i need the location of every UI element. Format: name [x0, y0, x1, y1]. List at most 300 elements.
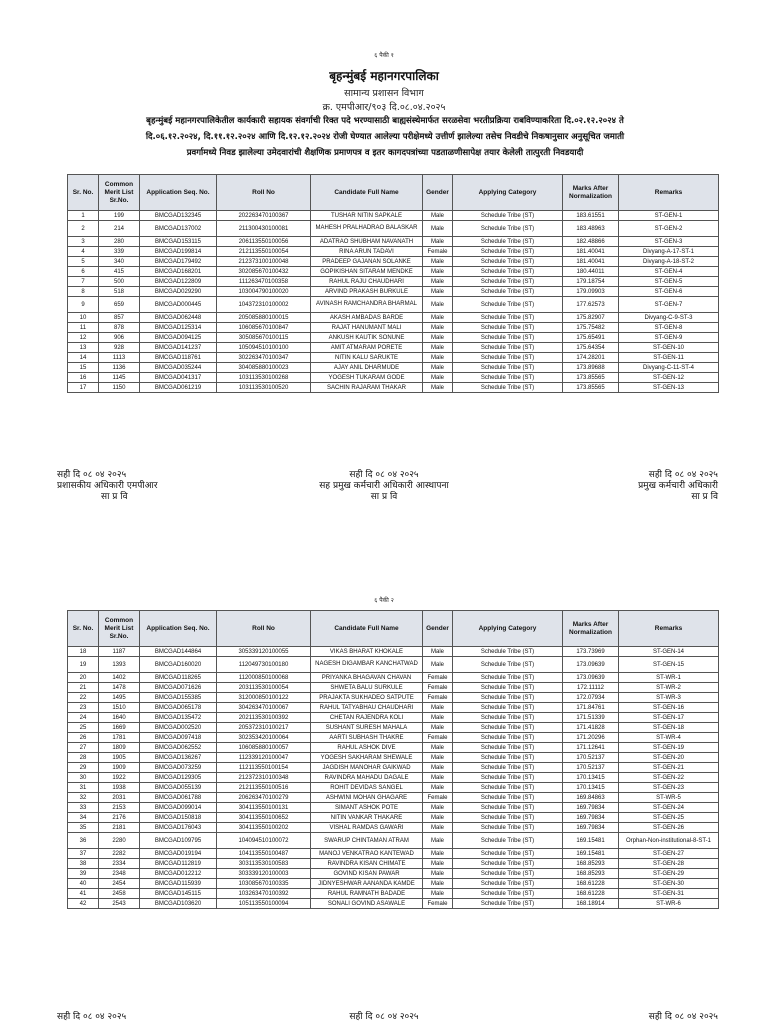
cell-gender: Male [423, 313, 453, 323]
cell-candidate-name: RAHUL RAJU CHAUDHARI [311, 277, 423, 287]
cell-merit-list-sr-no: 857 [99, 313, 140, 323]
cell-roll-no: 203113530100054 [217, 683, 311, 693]
cell-applying-category: Schedule Tribe (ST) [453, 723, 563, 733]
cell-sr-no: 14 [68, 353, 99, 363]
cell-marks: 168.85293 [563, 869, 619, 879]
cell-marks: 175.75482 [563, 323, 619, 333]
cell-applying-category: Schedule Tribe (ST) [453, 703, 563, 713]
cell-applying-category: Schedule Tribe (ST) [453, 773, 563, 783]
reference-number: क्र. एमपीआर/९०३ दि.०८.०४.२०२५ [322, 102, 446, 113]
cell-applying-category: Schedule Tribe (ST) [453, 869, 563, 879]
table-row [68, 237, 719, 247]
cell-gender: Male [423, 221, 453, 237]
cell-marks: 179.18754 [563, 277, 619, 287]
cell-roll-no: 103004790100020 [217, 287, 311, 297]
cell-roll-no: 305085670100115 [217, 333, 311, 343]
table-row [68, 733, 719, 743]
cell-remarks: ST-GEN-18 [619, 723, 719, 733]
cell-candidate-name: RAVINDRA KISAN CHIMATE [311, 859, 423, 869]
cell-gender: Male [423, 373, 453, 383]
cell-marks: 173.85565 [563, 373, 619, 383]
cell-remarks: ST-GEN-9 [619, 333, 719, 343]
cell-marks: 171.12641 [563, 743, 619, 753]
signature-center [264, 470, 504, 503]
cell-roll-no: 212113550100516 [217, 783, 311, 793]
cell-merit-list-sr-no: 1495 [99, 693, 140, 703]
cell-application-seq-no: BMCGAD199814 [140, 247, 217, 257]
cell-candidate-name: RINA ARUN TADAVI [311, 247, 423, 257]
cell-candidate-name: SWARUP CHINTAMAN ATRAM [311, 833, 423, 849]
table-row [68, 277, 719, 287]
cell-remarks: ST-GEN-21 [619, 763, 719, 773]
cell-gender: Male [423, 267, 453, 277]
cell-roll-no: 312000850100122 [217, 693, 311, 703]
cell-roll-no: 302263470100347 [217, 353, 311, 363]
cell-marks: 170.52137 [563, 763, 619, 773]
table-row [68, 793, 719, 803]
cell-remarks: ST-GEN-29 [619, 869, 719, 879]
cell-applying-category: Schedule Tribe (ST) [453, 363, 563, 373]
cell-remarks: Divyang-C-9-ST-3 [619, 313, 719, 323]
cell-applying-category: Schedule Tribe (ST) [453, 383, 563, 393]
cell-application-seq-no: BMCGAD103620 [140, 899, 217, 909]
cell-gender: Male [423, 723, 453, 733]
table-row [68, 763, 719, 773]
cell-gender: Male [423, 823, 453, 833]
cell-sr-no: 37 [68, 849, 99, 859]
cell-remarks: ST-GEN-25 [619, 813, 719, 823]
cell-sr-no: 17 [68, 383, 99, 393]
cell-merit-list-sr-no: 1809 [99, 743, 140, 753]
cell-remarks: ST-GEN-6 [619, 287, 719, 297]
cell-application-seq-no: BMCGAD012212 [140, 869, 217, 879]
cell-applying-category: Schedule Tribe (ST) [453, 373, 563, 383]
cell-roll-no: 103085670100335 [217, 879, 311, 889]
table-row [68, 879, 719, 889]
table-row [68, 323, 719, 333]
cell-sr-no: 31 [68, 783, 99, 793]
cell-marks: 168.18914 [563, 899, 619, 909]
cell-gender: Male [423, 363, 453, 373]
cell-marks: 173.73969 [563, 647, 619, 657]
cell-gender: Male [423, 657, 453, 673]
cell-roll-no: 305339120100055 [217, 647, 311, 657]
cell-merit-list-sr-no: 2543 [99, 899, 140, 909]
cell-marks: 171.20296 [563, 733, 619, 743]
cell-sr-no: 3 [68, 237, 99, 247]
cell-roll-no: 205085880100015 [217, 313, 311, 323]
cell-application-seq-no: BMCGAD135472 [140, 713, 217, 723]
cell-marks: 169.79834 [563, 823, 619, 833]
cell-remarks: ST-WR-6 [619, 899, 719, 909]
cell-candidate-name: SUSHANT SURESH MAHALA [311, 723, 423, 733]
signature-line: सही दि ०८ ०४ २०२५ [648, 470, 718, 480]
signature-center: सही दि ०८ ०४ २०२५ [349, 1012, 419, 1022]
cell-application-seq-no: BMCGAD112819 [140, 859, 217, 869]
cell-sr-no: 40 [68, 879, 99, 889]
cell-application-seq-no: BMCGAD132345 [140, 211, 217, 221]
cell-gender: Male [423, 383, 453, 393]
table-row [68, 849, 719, 859]
cell-merit-list-sr-no: 518 [99, 287, 140, 297]
cell-candidate-name: SIMANT ASHOK POTE [311, 803, 423, 813]
table-row [68, 859, 719, 869]
cell-sr-no: 42 [68, 899, 99, 909]
cell-candidate-name: MAHESH PRALHADRAO BALASKAR [311, 221, 423, 237]
cell-application-seq-no: BMCGAD118265 [140, 673, 217, 683]
table-row [68, 221, 719, 237]
cell-gender: Male [423, 287, 453, 297]
column-header-application-seq-no: Application Seq. No. [140, 175, 217, 211]
table-row [68, 683, 719, 693]
cell-candidate-name: JIDNYESHWAR AANANDA KAMDE [311, 879, 423, 889]
column-header-gender: Gender [423, 175, 453, 211]
cell-remarks: Divyang-A-18-ST-2 [619, 257, 719, 267]
cell-remarks: ST-GEN-16 [619, 703, 719, 713]
cell-applying-category: Schedule Tribe (ST) [453, 793, 563, 803]
cell-sr-no: 20 [68, 673, 99, 683]
cell-sr-no: 12 [68, 333, 99, 343]
cell-remarks: ST-GEN-12 [619, 373, 719, 383]
cell-candidate-name: NITIN KALU SARUKTE [311, 353, 423, 363]
cell-candidate-name: TUSHAR NITIN SAPKALE [311, 211, 423, 221]
cell-sr-no: 29 [68, 763, 99, 773]
intro-line: दि.०६.१२.२०२४, दि.११.१२.२०२४ आणि दि.१२.१२.२०२४ रोजी घेण्यात आलेल्या परीक्षेमध्ये उत्तीर्ण झालेल्या तसेच निवडीचे निकषानुसार अनुसूचित जमाती [145, 132, 625, 142]
cell-sr-no: 10 [68, 313, 99, 323]
cell-gender: Female [423, 793, 453, 803]
cell-candidate-name: PRIYANKA BHAGAVAN CHAVAN [311, 673, 423, 683]
cell-application-seq-no: BMCGAD129305 [140, 773, 217, 783]
cell-remarks: ST-GEN-4 [619, 267, 719, 277]
column-header-candidate-name: Candidate Full Name [311, 175, 423, 211]
cell-application-seq-no: BMCGAD176043 [140, 823, 217, 833]
signature-line: प्रमुख कर्मचारी अधिकारी [638, 481, 718, 491]
table-row [68, 383, 719, 393]
cell-roll-no: 211300430100081 [217, 221, 311, 237]
cell-roll-no: 105094510100100 [217, 343, 311, 353]
cell-candidate-name: ARVIND PRAKASH BURKULE [311, 287, 423, 297]
cell-merit-list-sr-no: 2031 [99, 793, 140, 803]
cell-remarks: ST-GEN-5 [619, 277, 719, 287]
cell-merit-list-sr-no: 280 [99, 237, 140, 247]
cell-sr-no: 7 [68, 277, 99, 287]
cell-gender: Male [423, 849, 453, 859]
cell-application-seq-no: BMCGAD137002 [140, 221, 217, 237]
cell-gender: Male [423, 703, 453, 713]
cell-marks: 172.07934 [563, 693, 619, 703]
cell-merit-list-sr-no: 1922 [99, 773, 140, 783]
cell-marks: 173.85565 [563, 383, 619, 393]
cell-roll-no: 112000850100068 [217, 673, 311, 683]
cell-candidate-name: SONALI GOVIND ASAWALE [311, 899, 423, 909]
cell-merit-list-sr-no: 2181 [99, 823, 140, 833]
table-row [68, 693, 719, 703]
cell-merit-list-sr-no: 1478 [99, 683, 140, 693]
cell-marks: 169.84863 [563, 793, 619, 803]
cell-sr-no: 39 [68, 869, 99, 879]
cell-application-seq-no: BMCGAD073259 [140, 763, 217, 773]
cell-sr-no: 19 [68, 657, 99, 673]
cell-sr-no: 8 [68, 287, 99, 297]
cell-roll-no: 112113550100154 [217, 763, 311, 773]
cell-applying-category: Schedule Tribe (ST) [453, 297, 563, 313]
signature-line: प्रशासकीय अधिकारी एमपीआर [57, 481, 158, 491]
table-row [68, 743, 719, 753]
signature-line: सा प्र वि [101, 492, 128, 502]
cell-merit-list-sr-no: 1781 [99, 733, 140, 743]
cell-roll-no: 112049730100180 [217, 657, 311, 673]
cell-application-seq-no: BMCGAD071626 [140, 683, 217, 693]
cell-gender: Female [423, 247, 453, 257]
table-row [68, 313, 719, 323]
column-header-merit-list-sr-no: Common Merit List Sr.No. [99, 611, 140, 647]
cell-application-seq-no: BMCGAD099014 [140, 803, 217, 813]
page-number: ६ पैकी २ [374, 597, 394, 604]
cell-sr-no: 34 [68, 813, 99, 823]
cell-roll-no: 304263470100067 [217, 703, 311, 713]
cell-marks: 175.65491 [563, 333, 619, 343]
cell-remarks: ST-GEN-28 [619, 859, 719, 869]
cell-application-seq-no: BMCGAD002520 [140, 723, 217, 733]
table-row [68, 297, 719, 313]
table-row [68, 783, 719, 793]
cell-merit-list-sr-no: 1510 [99, 703, 140, 713]
cell-remarks: ST-GEN-8 [619, 323, 719, 333]
table-row [68, 657, 719, 673]
cell-gender: Male [423, 343, 453, 353]
cell-marks: 175.64354 [563, 343, 619, 353]
column-header-application-seq-no: Application Seq. No. [140, 611, 217, 647]
cell-merit-list-sr-no: 2153 [99, 803, 140, 813]
cell-applying-category: Schedule Tribe (ST) [453, 713, 563, 723]
column-header-gender: Gender [423, 611, 453, 647]
cell-applying-category: Schedule Tribe (ST) [453, 237, 563, 247]
cell-merit-list-sr-no: 1150 [99, 383, 140, 393]
cell-marks: 182.48866 [563, 237, 619, 247]
cell-roll-no: 302353420100064 [217, 733, 311, 743]
cell-roll-no: 302085670100432 [217, 267, 311, 277]
cell-roll-no: 111263470100358 [217, 277, 311, 287]
table-row [68, 257, 719, 267]
cell-candidate-name: MANOJ VENKATRAO KANTEWAD [311, 849, 423, 859]
cell-gender: Male [423, 353, 453, 363]
column-header-roll-no: Roll No [217, 611, 311, 647]
table-row [68, 869, 719, 879]
cell-merit-list-sr-no: 1938 [99, 783, 140, 793]
cell-marks: 179.09903 [563, 287, 619, 297]
cell-merit-list-sr-no: 878 [99, 323, 140, 333]
cell-candidate-name: VIKAS BHARAT KHOKALE [311, 647, 423, 657]
cell-marks: 171.51339 [563, 713, 619, 723]
cell-merit-list-sr-no: 1909 [99, 763, 140, 773]
cell-gender: Female [423, 733, 453, 743]
cell-application-seq-no: BMCGAD062552 [140, 743, 217, 753]
cell-remarks: ST-GEN-23 [619, 783, 719, 793]
cell-roll-no: 202113530100392 [217, 713, 311, 723]
cell-roll-no: 104113550100487 [217, 849, 311, 859]
cell-merit-list-sr-no: 199 [99, 211, 140, 221]
cell-remarks: ST-GEN-31 [619, 889, 719, 899]
cell-remarks: ST-GEN-7 [619, 297, 719, 313]
cell-roll-no: 112339120100047 [217, 753, 311, 763]
cell-roll-no: 206263470100279 [217, 793, 311, 803]
cell-gender: Female [423, 683, 453, 693]
table-row [68, 833, 719, 849]
cell-gender: Male [423, 813, 453, 823]
cell-roll-no: 103113530100268 [217, 373, 311, 383]
cell-applying-category: Schedule Tribe (ST) [453, 333, 563, 343]
cell-merit-list-sr-no: 2454 [99, 879, 140, 889]
cell-gender: Male [423, 237, 453, 247]
cell-applying-category: Schedule Tribe (ST) [453, 743, 563, 753]
cell-remarks: ST-GEN-2 [619, 221, 719, 237]
cell-roll-no: 104094510100072 [217, 833, 311, 849]
cell-sr-no: 4 [68, 247, 99, 257]
cell-merit-list-sr-no: 2176 [99, 813, 140, 823]
cell-sr-no: 36 [68, 833, 99, 849]
cell-applying-category: Schedule Tribe (ST) [453, 693, 563, 703]
cell-candidate-name: JAGDISH MANOHAR GAIKWAD [311, 763, 423, 773]
table-row [68, 713, 719, 723]
merit-table-2 [67, 610, 719, 909]
table-row [68, 773, 719, 783]
cell-roll-no: 212113550100054 [217, 247, 311, 257]
cell-applying-category: Schedule Tribe (ST) [453, 733, 563, 743]
cell-application-seq-no: BMCGAD155385 [140, 693, 217, 703]
cell-roll-no: 304113550100202 [217, 823, 311, 833]
cell-gender: Male [423, 297, 453, 313]
cell-application-seq-no: BMCGAD029290 [140, 287, 217, 297]
cell-remarks: ST-WR-2 [619, 683, 719, 693]
cell-merit-list-sr-no: 339 [99, 247, 140, 257]
cell-application-seq-no: BMCGAD061788 [140, 793, 217, 803]
signature-right: सही दि ०८ ०४ २०२५ [648, 1012, 718, 1022]
cell-marks: 170.52137 [563, 753, 619, 763]
table-row [68, 889, 719, 899]
table-row [68, 823, 719, 833]
table-row [68, 703, 719, 713]
table-row [68, 343, 719, 353]
cell-roll-no: 212373100100048 [217, 257, 311, 267]
cell-remarks: ST-GEN-15 [619, 657, 719, 673]
cell-gender: Male [423, 257, 453, 267]
cell-applying-category: Schedule Tribe (ST) [453, 823, 563, 833]
cell-merit-list-sr-no: 1187 [99, 647, 140, 657]
cell-remarks: ST-GEN-17 [619, 713, 719, 723]
cell-sr-no: 30 [68, 773, 99, 783]
table-row [68, 753, 719, 763]
cell-remarks: ST-GEN-19 [619, 743, 719, 753]
table-row [68, 373, 719, 383]
cell-candidate-name: AJAY ANIL DHARMUDE [311, 363, 423, 373]
cell-application-seq-no: BMCGAD000445 [140, 297, 217, 313]
cell-remarks: ST-GEN-14 [619, 647, 719, 657]
cell-application-seq-no: BMCGAD136267 [140, 753, 217, 763]
table-row [68, 267, 719, 277]
cell-candidate-name: ROHIT DEVIDAS SANGEL [311, 783, 423, 793]
cell-candidate-name: NITIN VANKAR THAKARE [311, 813, 423, 823]
cell-application-seq-no: BMCGAD062448 [140, 313, 217, 323]
cell-applying-category: Schedule Tribe (ST) [453, 277, 563, 287]
cell-application-seq-no: BMCGAD179492 [140, 257, 217, 267]
cell-candidate-name: YOGESH SAKHARAM SHEWALE [311, 753, 423, 763]
cell-candidate-name: PRADEEP GAJANAN SOLANKE [311, 257, 423, 267]
cell-remarks: ST-WR-3 [619, 693, 719, 703]
cell-applying-category: Schedule Tribe (ST) [453, 647, 563, 657]
cell-gender: Male [423, 743, 453, 753]
cell-sr-no: 28 [68, 753, 99, 763]
cell-candidate-name: NAGESH DIGAMBAR KANCHATWAD [311, 657, 423, 673]
signature-line: सा प्र वि [691, 492, 718, 502]
cell-candidate-name: ANKUSH KAUTIK SONUNE [311, 333, 423, 343]
cell-applying-category: Schedule Tribe (ST) [453, 833, 563, 849]
cell-marks: 171.84761 [563, 703, 619, 713]
cell-roll-no: 304085880100023 [217, 363, 311, 373]
cell-sr-no: 26 [68, 733, 99, 743]
cell-roll-no: 104372310100002 [217, 297, 311, 313]
cell-roll-no: 303339120100003 [217, 869, 311, 879]
cell-merit-list-sr-no: 1145 [99, 373, 140, 383]
cell-roll-no: 106085670100847 [217, 323, 311, 333]
signature-line: सह प्रमुख कर्मचारी अधिकारी आस्थापना [319, 481, 449, 491]
intro-line: बृहन्मुंबई महानगरपालिकेतील कार्यकारी सहायक संवर्गाची रिक्त पदे भरण्यासाठी बाह्यसंस्थेमार्फत सरळसेवा भरतीप्रक्रिया राबविण्याकरिता दि.०२.१२.२०२४ ते [146, 116, 624, 126]
cell-roll-no: 304113550100131 [217, 803, 311, 813]
table-header-row [68, 175, 719, 211]
signature-left: सही दि ०८ ०४ २०२५ [57, 1012, 127, 1022]
column-header-marks: Marks After Normalization [563, 611, 619, 647]
table-row [68, 673, 719, 683]
cell-sr-no: 35 [68, 823, 99, 833]
cell-merit-list-sr-no: 1113 [99, 353, 140, 363]
column-header-candidate-name: Candidate Full Name [311, 611, 423, 647]
cell-marks: 181.40041 [563, 257, 619, 267]
cell-application-seq-no: BMCGAD061219 [140, 383, 217, 393]
column-header-remarks: Remarks [619, 611, 719, 647]
cell-gender: Male [423, 763, 453, 773]
cell-gender: Male [423, 773, 453, 783]
cell-gender: Male [423, 859, 453, 869]
cell-applying-category: Schedule Tribe (ST) [453, 221, 563, 237]
cell-gender: Male [423, 879, 453, 889]
cell-candidate-name: CHETAN RAJENDRA KOLI [311, 713, 423, 723]
cell-applying-category: Schedule Tribe (ST) [453, 657, 563, 673]
cell-remarks: Orphan-Non-institutional-8-ST-1 [619, 833, 719, 849]
cell-sr-no: 1 [68, 211, 99, 221]
cell-marks: 173.09639 [563, 657, 619, 673]
cell-remarks: ST-WR-1 [619, 673, 719, 683]
column-header-sr-no: Sr. No. [68, 611, 99, 647]
cell-gender: Male [423, 333, 453, 343]
cell-merit-list-sr-no: 659 [99, 297, 140, 313]
cell-sr-no: 13 [68, 343, 99, 353]
cell-applying-category: Schedule Tribe (ST) [453, 353, 563, 363]
cell-merit-list-sr-no: 1136 [99, 363, 140, 373]
cell-sr-no: 21 [68, 683, 99, 693]
cell-remarks: ST-WR-4 [619, 733, 719, 743]
table-row [68, 363, 719, 373]
table-row [68, 723, 719, 733]
cell-candidate-name: RAHUL RAMNATH BADADE [311, 889, 423, 899]
cell-sr-no: 33 [68, 803, 99, 813]
cell-marks: 180.44011 [563, 267, 619, 277]
cell-applying-category: Schedule Tribe (ST) [453, 683, 563, 693]
signature-left [57, 470, 158, 503]
cell-gender: Male [423, 647, 453, 657]
cell-candidate-name: SACHIN RAJARAM THAKAR [311, 383, 423, 393]
cell-applying-category: Schedule Tribe (ST) [453, 257, 563, 267]
cell-marks: 173.89688 [563, 363, 619, 373]
cell-candidate-name: PRAJAKTA SUKHADEO SATPUTE [311, 693, 423, 703]
